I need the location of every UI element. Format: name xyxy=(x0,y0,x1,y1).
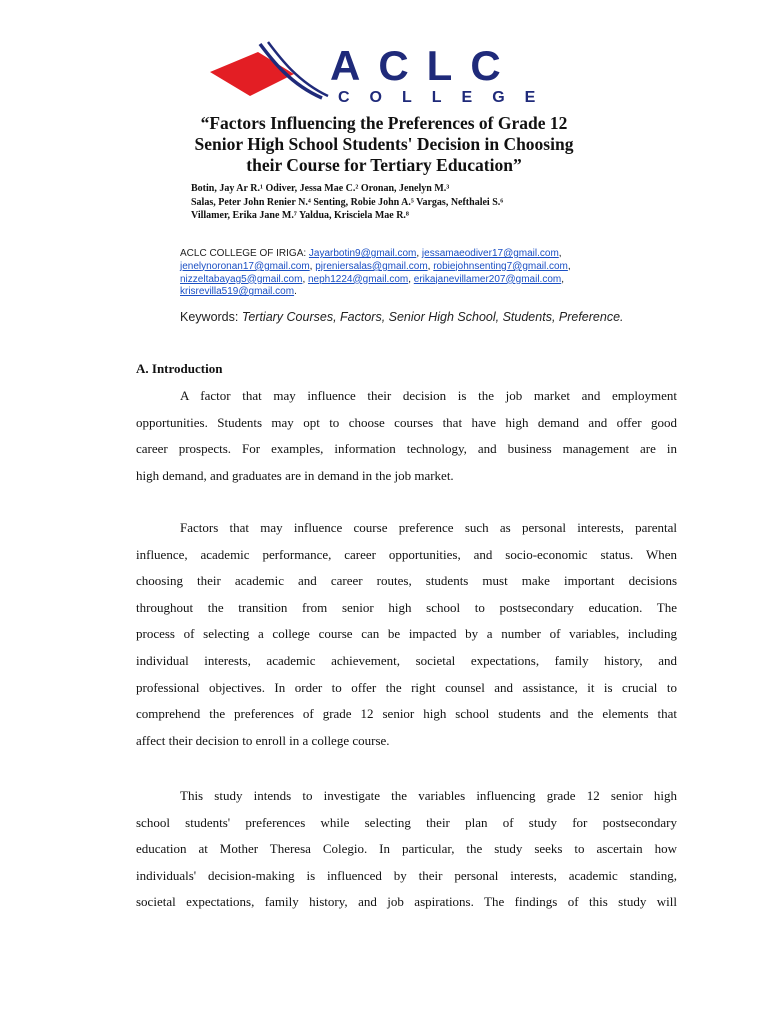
title-line: Senior High School Students' Decision in Choosing xyxy=(194,134,574,154)
email-link[interactable]: robiejohnsenting7@gmail.com xyxy=(433,260,568,272)
paragraph-line: individual interests, academic achievement, societal expectations, family history, and xyxy=(136,652,677,668)
email-link[interactable]: jessamaeodiver17@gmail.com xyxy=(421,248,559,259)
keywords-label: Keywords: xyxy=(180,310,242,324)
paragraph-line: This study intends to investigate the variables influencing grade 12 senior high xyxy=(180,788,677,803)
affiliation-label: ACLC COLLEGE OF IRIGA: xyxy=(180,248,309,259)
affiliation-line xyxy=(180,274,620,287)
affiliation-block xyxy=(180,248,620,299)
paragraph-line: choosing their academic and career routes, students must make important decisions xyxy=(136,573,677,589)
author-list xyxy=(191,182,611,223)
paragraph-line: affect their decision to enroll in a college course. xyxy=(136,732,390,748)
separator: , xyxy=(309,260,316,272)
author-line: Botin, Jay Ar R.¹ Odiver, Jessa Mae C.² Oronan, Jenelyn M.³ xyxy=(191,183,450,194)
logo-brand-text: ACLC xyxy=(330,42,519,89)
separator: , xyxy=(416,248,422,259)
paragraph-line: opportunities. Students may opt to choose courses that have high demand and offer good xyxy=(136,414,677,430)
author-line: Salas, Peter John Renier N.⁴ Senting, Robie John A.⁵ Vargas, Nefthalei S.⁶ xyxy=(191,196,504,208)
paragraph-line: societal expectations, family history, and job aspirations. The findings of this study will xyxy=(136,894,677,910)
section-heading: A. Introduction xyxy=(136,361,223,376)
paragraph-3 xyxy=(136,783,677,916)
paper-title xyxy=(140,113,628,176)
email-link[interactable]: pjreniersalas@gmail.com xyxy=(315,260,428,272)
email-link[interactable]: krisrevilla519@gmail.com xyxy=(180,286,295,298)
separator: , xyxy=(427,260,434,272)
keywords-list: Tertiary Courses, Factors, Senior High School, Students, Preference. xyxy=(241,310,624,324)
paragraph-line: school students' preferences while selecting their plan of study for postsecondary xyxy=(136,814,677,830)
title-line: their Course for Tertiary Education” xyxy=(246,155,522,175)
separator: , xyxy=(408,273,414,285)
paragraph-line: A factor that may influence their decision is the job market and employment xyxy=(180,388,677,403)
separator: , xyxy=(302,273,308,285)
email-link[interactable]: Jayarbotin9@gmail.com xyxy=(308,248,417,259)
paragraph-line: education at Mother Theresa Colegio. In particular, the study seeks to ascertain how xyxy=(136,841,677,857)
separator: , xyxy=(561,273,564,285)
email-link[interactable]: neph1224@gmail.com xyxy=(308,273,409,285)
affiliation-line xyxy=(180,261,620,274)
author-line: Villamer, Erika Jane M.⁷ Yaldua, Krisciela Mae R.⁸ xyxy=(191,210,409,221)
paragraph-line: professional objectives. In order to offer the right counsel and assistance, it is crucial to xyxy=(136,679,677,695)
affiliation-line xyxy=(180,286,620,299)
aclc-college-logo xyxy=(210,40,610,112)
paragraph-line: high demand, and graduates are in demand in the job market. xyxy=(136,467,454,483)
title-line: “Factors Influencing the Preferences of Grade 12 xyxy=(200,113,568,133)
email-link[interactable]: nizzeltabayag5@gmail.com xyxy=(180,273,303,285)
paragraph-2 xyxy=(136,515,677,754)
paragraph-line: individuals' decision-making is influenced by their personal interests, academic standing, xyxy=(136,867,677,883)
email-link[interactable]: jenelynoronan17@gmail.com xyxy=(180,260,310,272)
paragraph-line: process of selecting a college course can be impacted by a number of variables, including xyxy=(136,626,677,642)
separator: , xyxy=(558,248,562,259)
paragraph-line: Factors that may influence course preference such as personal interests, parental xyxy=(180,520,677,535)
paragraph-line: comprehend the preferences of grade 12 senior high school students and the elements that xyxy=(136,706,677,722)
paragraph-1 xyxy=(136,383,677,489)
separator: . xyxy=(294,286,297,298)
paragraph-line: throughout the transition from senior high school to postsecondary education. The xyxy=(136,599,677,615)
separator: , xyxy=(567,260,571,272)
aclc-logo-graphic xyxy=(210,40,610,112)
logo-subtitle-text: COLLEGE xyxy=(338,89,556,106)
paragraph-line: career prospects. For examples, information technology, and business management are in xyxy=(136,441,677,457)
keywords-line xyxy=(180,310,624,324)
email-link[interactable]: erikajanevillamer207@gmail.com xyxy=(413,273,562,285)
paragraph-line: influence, academic performance, career opportunities, and socio-economic status. When xyxy=(136,546,677,562)
affiliation-line xyxy=(180,248,620,261)
